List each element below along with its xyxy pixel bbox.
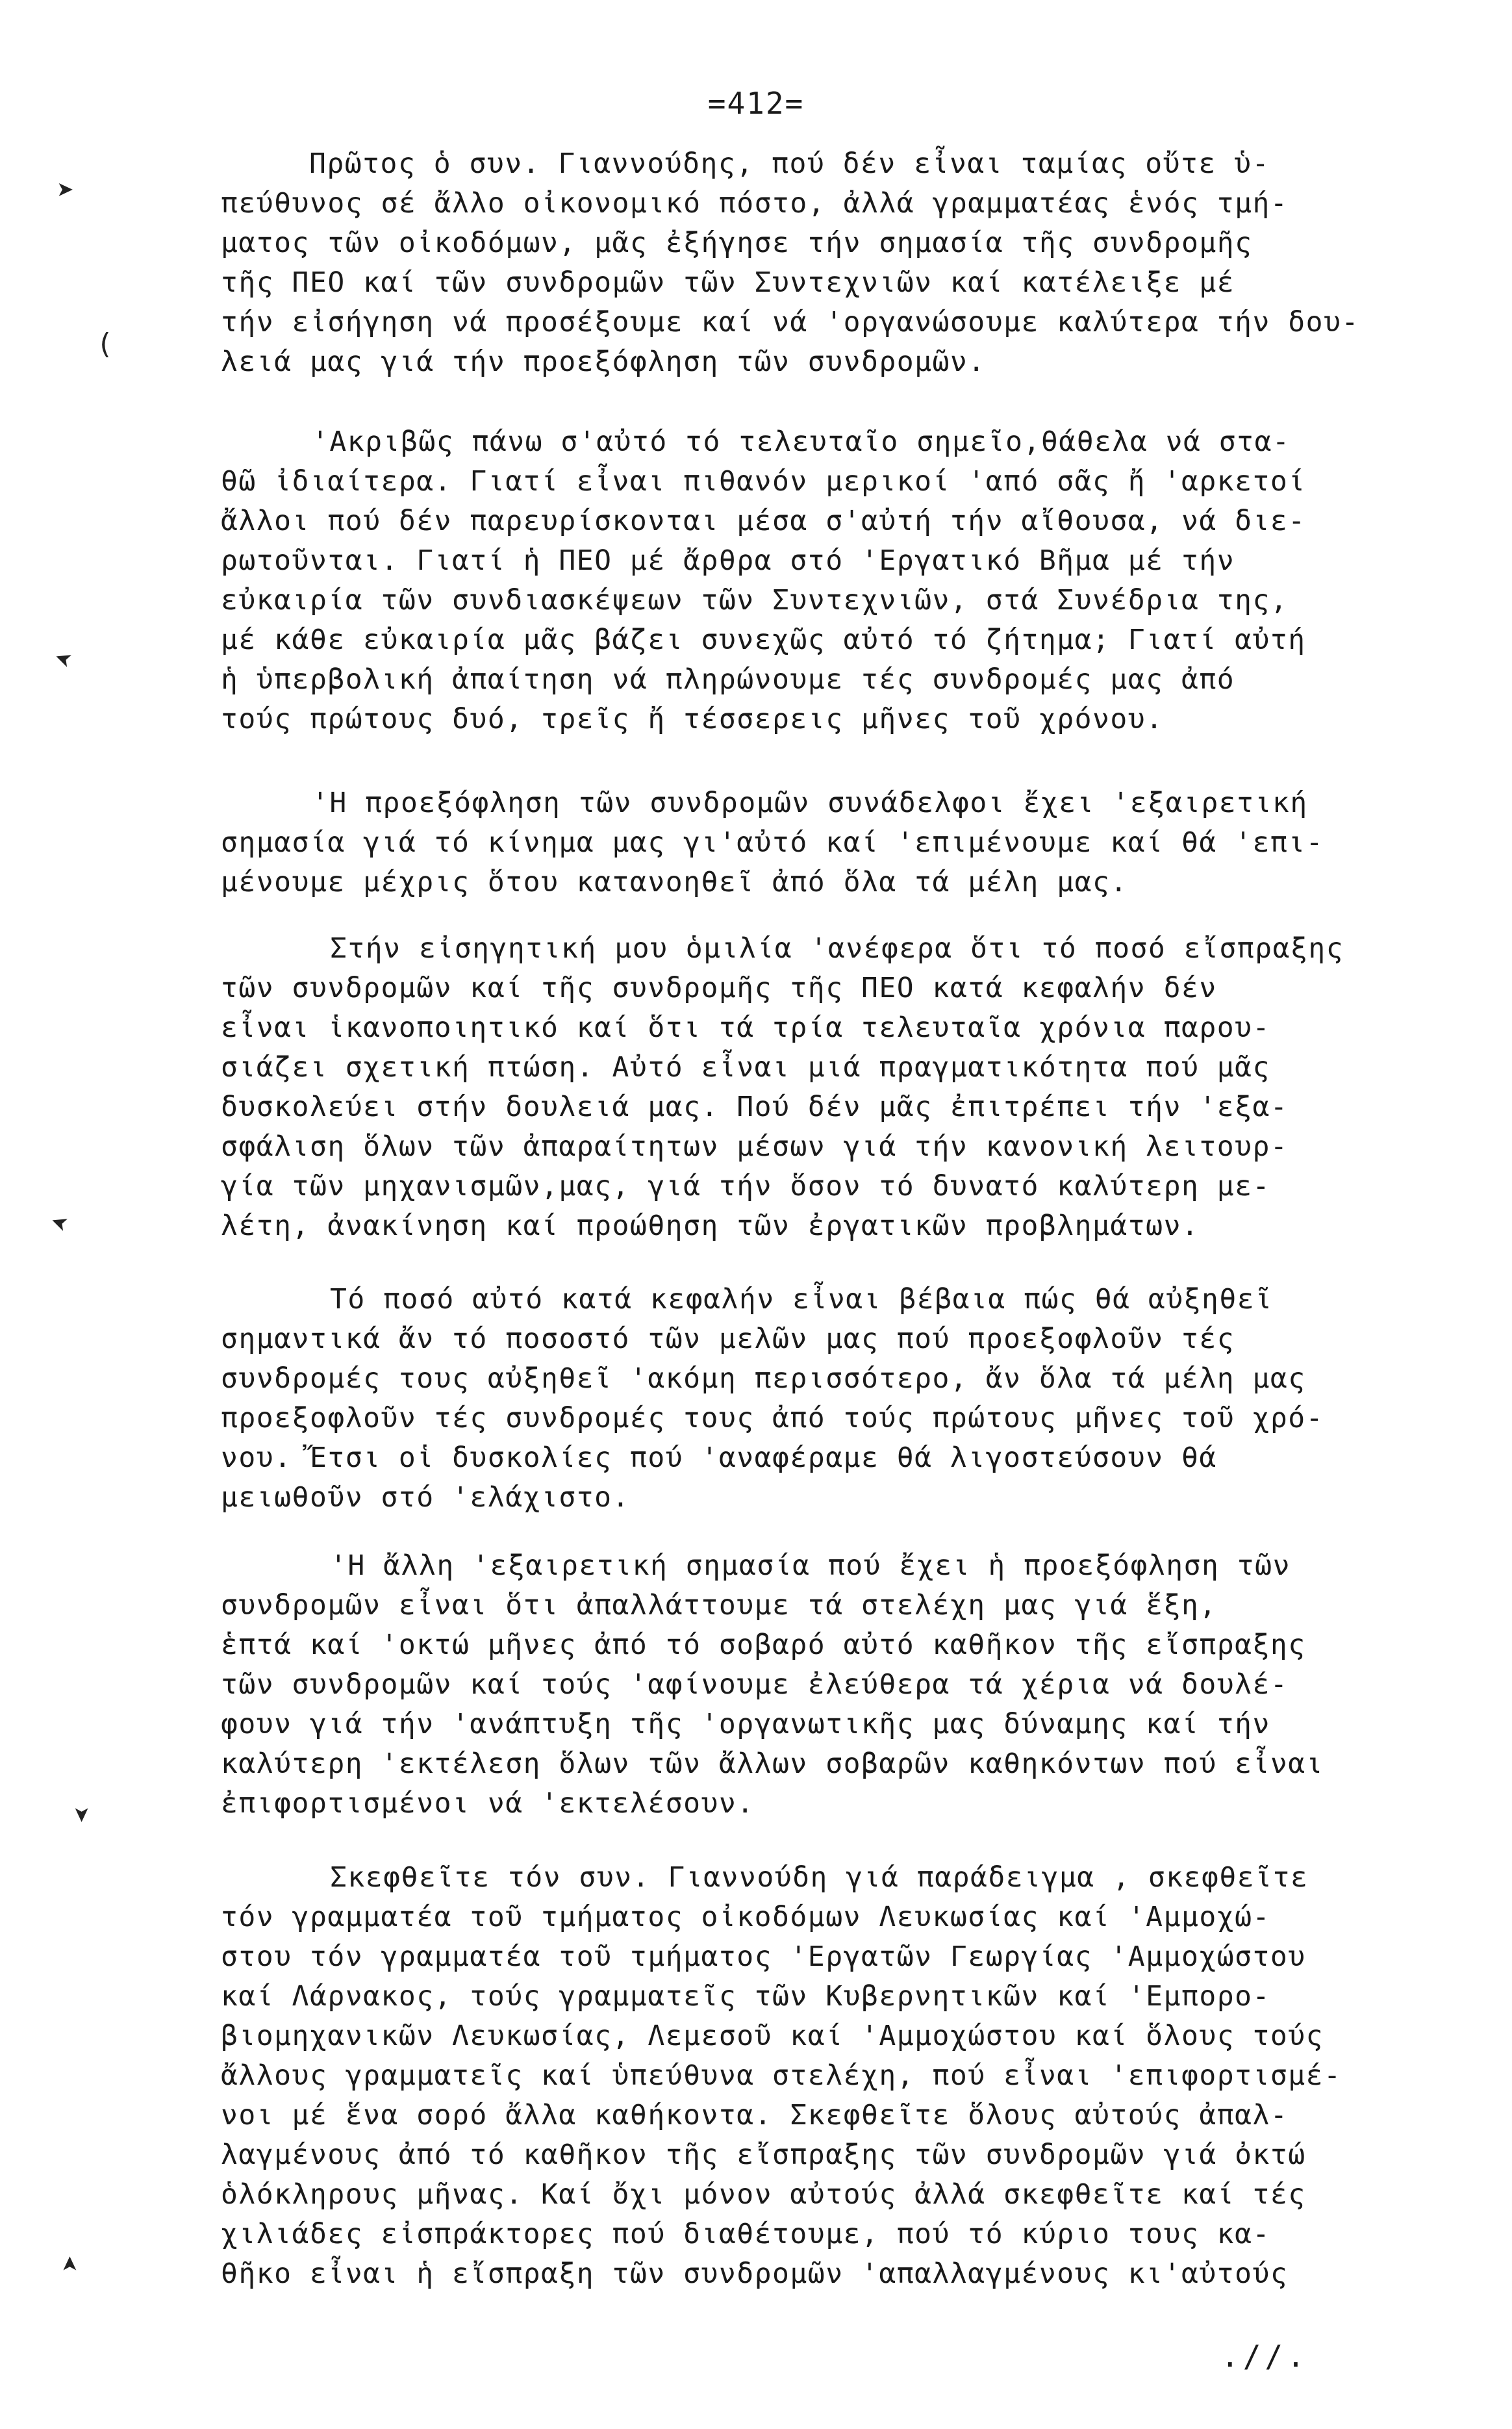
text-line: προεξοφλοῦν τές συνδρομές τους ἀπό τούς πρώτους μῆνες τοῦ χρό- xyxy=(221,1402,1324,1434)
text-line: τῆς ΠΕΟ καί τῶν συνδρομῶν τῶν Συντεχνιῶν καί κατέλειξε μέ xyxy=(221,266,1235,299)
text-line: ματος τῶν οἰκοδόμων, μᾶς ἐξήγησε τήν σημασία τῆς συνδρομῆς xyxy=(221,227,1253,259)
text-line: ἑπτά καί 'οκτώ μῆνες ἀπό τό σοβαρό αὐτό καθῆκον τῆς εἴσπραξης xyxy=(221,1629,1306,1661)
text-line: ὁλόκληρους μῆνας. Καί ὄχι μόνον αὐτούς ἀλλά σκεφθεῖτε καί τές xyxy=(221,2178,1306,2211)
text-line: μένουμε μέχρις ὅτου κατανοηθεῖ ἀπό ὅλα τά μέλη μας. xyxy=(221,866,1128,898)
text-line: λειά μας γιά τήν προεξόφληση τῶν συνδρομῶν. xyxy=(221,346,986,378)
margin-mark: ➤ xyxy=(45,1202,73,1240)
text-line: σφάλιση ὅλων τῶν ἀπαραίτητων μέσων γιά τήν κανονική λειτουρ- xyxy=(221,1130,1289,1163)
text-line: τούς πρώτους δυό, τρεῖς ἤ τέσσερεις μῆνες τοῦ χρόνου. xyxy=(221,703,1164,735)
text-line: 'Ακριβῶς πάνω σ'αὐτό τό τελευταῖο σημεῖο,θάθελα νά στα- xyxy=(312,426,1291,458)
text-line: 'Η προεξόφληση τῶν συνδρομῶν συνάδελφοι ἔχει 'εξαιρετική xyxy=(312,787,1308,819)
text-line: λαγμένους ἀπό τό καθῆκον τῆς εἴσπραξης τῶν συνδρομῶν γιά ὀκτώ xyxy=(221,2139,1306,2171)
text-line: τῶν συνδρομῶν καί τούς 'αφίνουμε ἐλεύθερα τά χέρια νά δουλέ- xyxy=(221,1668,1289,1701)
text-line: συνδρομῶν εἶναι ὅτι ἀπαλλάττουμε τά στελέχη μας γιά ἕξη, xyxy=(221,1589,1217,1621)
text-line: μειωθοῦν στό 'ελάχιστο. xyxy=(221,1481,630,1514)
text-line: μέ κάθε εὐκαιρία μᾶς βάζει συνεχῶς αὐτό τό ζήτημα; Γιατί αὐτή xyxy=(221,624,1306,656)
text-line: Στήν εἰσηγητική μου ὁμιλία 'ανέφερα ὅτι τό ποσό εἴσπραξης xyxy=(330,932,1344,965)
text-line: λέτη, ἀνακίνηση καί προώθηση τῶν ἐργατικῶν προβλημάτων. xyxy=(221,1210,1200,1242)
margin-mark: ➤ xyxy=(64,1806,97,1824)
text-line: 'Η ἄλλη 'εξαιρετική σημασία πού ἔχει ἡ προεξόφληση τῶν xyxy=(330,1549,1291,1582)
text-line: ἐπιφορτισμένοι νά 'εκτελέσουν. xyxy=(221,1787,755,1820)
paragraph xyxy=(221,1280,1512,1518)
text-line: βιομηχανικῶν Λευκωσίας, Λεμεσοῦ καί 'Αμμοχώστου καί ὅλους τούς xyxy=(221,2020,1324,2052)
text-line: σιάζει σχετική πτώση. Αὐτό εἶναι μιά πραγματικότητα πού μᾶς xyxy=(221,1051,1270,1084)
margin-mark: ➤ xyxy=(54,2254,88,2272)
text-line: καί Λάρνακος, τούς γραμματεῖς τῶν Κυβερνητικῶν καί 'Εμπορο- xyxy=(221,1980,1270,2013)
text-line: νοι μέ ἕνα σορό ἄλλα καθήκοντα. Σκεφθεῖτε ὅλους αὐτούς ἀπαλ- xyxy=(221,2099,1289,2131)
text-line: ἄλλοι πού δέν παρευρίσκονται μέσα σ'αὐτή τήν αἴθουσα, νά διε- xyxy=(221,505,1306,537)
text-line: φουν γιά τήν 'ανάπτυξη τῆς 'οργανωτικῆς μας δύναμης καί τήν xyxy=(221,1708,1270,1740)
text-line: πεύθυνος σέ ἄλλο οἰκονομικό πόστο, ἀλλά γραμματέας ἑνός τμή- xyxy=(221,187,1289,220)
text-line: ρωτοῦνται. Γιατί ἡ ΠΕΟ μέ ἄρθρα στό 'Εργατικό Βῆμα μέ τήν xyxy=(221,544,1235,577)
text-line: ἄλλους γραμματεῖς καί ὑπεύθυνα στελέχη, πού εἶναι 'επιφορτισμέ- xyxy=(221,2059,1342,2092)
text-line: θῆκο εἶναι ἡ εἴσπραξη τῶν συνδρομῶν 'απαλλαγμένους κι'αὐτούς xyxy=(221,2257,1289,2290)
margin-mark: ➤ xyxy=(49,639,77,676)
text-line: γία τῶν μηχανισμῶν,μας, γιά τήν ὅσον τό δυνατό καλύτερη με- xyxy=(221,1170,1270,1202)
paragraph xyxy=(221,1858,1512,2294)
margin-mark: ➤ xyxy=(57,174,75,207)
text-line: καλύτερη 'εκτέλεση ὅλων τῶν ἄλλων σοβαρῶν καθηκόντων πού εἶναι xyxy=(221,1748,1324,1780)
text-line: τῶν συνδρομῶν καί τῆς συνδρομῆς τῆς ΠΕΟ κατά κεφαλήν δέν xyxy=(221,972,1217,1004)
text-line: τήν εἰσήγηση νά προσέξουμε καί νά 'οργανώσουμε καλύτερα τήν δου- xyxy=(221,306,1359,338)
paragraph xyxy=(221,144,1512,382)
text-line: Πρῶτος ὁ συν. Γιαννούδης, πού δέν εἶναι ταμίας οὔτε ὑ- xyxy=(309,147,1270,180)
text-line: σημαντικά ἄν τό ποσοστό τῶν μελῶν μας πού προεξοφλοῦν τές xyxy=(221,1323,1235,1355)
text-line: Τό ποσό αὐτό κατά κεφαλήν εἶναι βέβαια πώς θά αὐξηθεῖ xyxy=(330,1283,1273,1316)
text-line: Σκεφθεῖτε τόν συν. Γιαννούδη γιά παράδειγμα , σκεφθεῖτε xyxy=(330,1861,1309,1894)
text-line: δυσκολεύει στήν δουλειά μας. Πού δέν μᾶς ἐπιτρέπει τήν 'εξα- xyxy=(221,1091,1289,1123)
paragraph xyxy=(221,422,1512,739)
text-line: συνδρομές τους αὐξηθεῖ 'ακόμη περισσότερο, ἄν ὅλα τά μέλη μας xyxy=(221,1362,1306,1395)
continuation-mark: .//. xyxy=(1221,2339,1309,2374)
margin-mark: ( xyxy=(96,327,114,361)
paragraph xyxy=(221,929,1512,1246)
text-line: στου τόν γραμματέα τοῦ τμήματος 'Εργατῶν Γεωργίας 'Αμμοχώστου xyxy=(221,1940,1306,1973)
text-line: θῶ ἰδιαίτερα. Γιατί εἶναι πιθανόν μερικοί 'από σᾶς ἤ 'αρκετοί xyxy=(221,465,1306,498)
text-line: τόν γραμματέα τοῦ τμήματος οἰκοδόμων Λευκωσίας καί 'Αμμοχώ- xyxy=(221,1901,1270,1933)
page-number: =412= xyxy=(707,86,805,121)
text-line: χιλιάδες εἰσπράκτορες πού διαθέτουμε, πού τό κύριο τους κα- xyxy=(221,2218,1270,2250)
text-line: νου. Ἔτσι οἱ δυσκολίες πού 'αναφέραμε θά λιγοστεύσουν θά xyxy=(221,1442,1217,1474)
paragraph xyxy=(221,783,1512,902)
text-line: εὐκαιρία τῶν συνδιασκέψεων τῶν Συντεχνιῶν, στά Συνέδρια της, xyxy=(221,584,1289,617)
text-line: σημασία γιά τό κίνημα μας γι'αὐτό καί 'επιμένουμε καί θά 'επι- xyxy=(221,826,1324,859)
text-line: εἶναι ἱκανοποιητικό καί ὅτι τά τρία τελευταῖα χρόνια παρου- xyxy=(221,1011,1270,1044)
paragraph xyxy=(221,1546,1512,1824)
text-line: ἡ ὑπερβολική ἀπαίτηση νά πληρώνουμε τές συνδρομές μας ἀπό xyxy=(221,663,1235,696)
